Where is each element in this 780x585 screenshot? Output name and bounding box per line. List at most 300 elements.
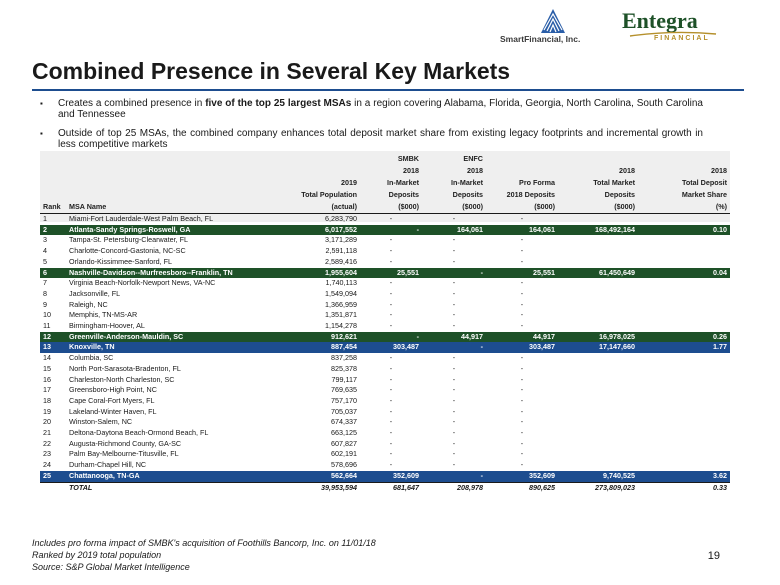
cell-msa: Memphis, TN-MS-AR <box>69 310 138 320</box>
cell-share <box>638 246 730 257</box>
cell-rank: 1 <box>43 214 47 223</box>
cell-pop: 887,454 <box>276 342 360 353</box>
table-row <box>40 396 730 407</box>
cell-smbk: - <box>389 235 393 245</box>
cell-smbk: - <box>389 460 393 470</box>
cell-tmd <box>558 439 638 450</box>
cell-pro: - <box>520 246 524 256</box>
cell-pop: 562,664 <box>276 471 360 482</box>
cell-tmd <box>558 310 638 321</box>
table-row <box>40 300 730 311</box>
cell-pro: 303,487 <box>486 342 558 353</box>
header-rank <box>40 187 66 199</box>
header-msa-name <box>66 163 276 175</box>
header-tmd <box>558 151 638 163</box>
cell-msa: Raleigh, NC <box>69 299 108 309</box>
cell-msa: Lakeland-Winter Haven, FL <box>69 406 157 416</box>
cell-tmd <box>558 246 638 257</box>
cell-rank: 8 <box>43 288 47 298</box>
table-row <box>40 353 730 364</box>
cell-pop: 578,696 <box>331 460 357 470</box>
cell-share <box>638 364 730 375</box>
cell-smbk: - <box>389 417 393 427</box>
cell-enfc: 164,061 <box>422 225 486 236</box>
cell-enfc: - <box>452 428 456 438</box>
cell-rank: 15 <box>43 363 51 373</box>
cell-msa: Deltona-Daytona Beach-Ormond Beach, FL <box>69 428 209 438</box>
cell-enfc: - <box>452 321 456 331</box>
cell-enfc: - <box>452 417 456 427</box>
cell-pro: - <box>520 310 524 320</box>
cell-share <box>638 278 730 289</box>
header-msa-name <box>66 187 276 199</box>
cell-smbk: - <box>360 332 422 343</box>
cell-pop: 825,378 <box>331 363 357 373</box>
cell-pop: 757,170 <box>331 395 357 405</box>
bullet-square-icon: ▪ <box>40 99 43 108</box>
cell-enfc: - <box>452 353 456 363</box>
table-row <box>40 417 730 428</box>
cell-share <box>638 449 730 460</box>
cell-pro: - <box>520 385 524 395</box>
cell-pro: - <box>520 214 524 223</box>
cell-msa: Tampa-St. Petersburg-Clearwater, FL <box>69 235 189 245</box>
cell-rank: 17 <box>43 385 51 395</box>
cell-pop: 602,191 <box>331 449 357 459</box>
cell-rank: 6 <box>40 268 66 279</box>
cell-pop: 1,366,959 <box>325 299 357 309</box>
bullet-text: Outside of top 25 MSAs, the combined company enhances total deposit market share from existing legacy footprints and incremental growth in less competitive markets <box>58 128 703 150</box>
footnote: Source: S&P Global Market Intelligence <box>32 562 190 572</box>
cell-msa: Greensboro-High Point, NC <box>69 385 157 395</box>
cell-tmd <box>558 289 638 300</box>
total-share: 0.33 <box>638 482 730 493</box>
cell-msa: Winston-Salem, NC <box>69 417 133 427</box>
header-share: (%) <box>638 199 730 214</box>
cell-enfc: - <box>452 395 456 405</box>
cell-share: 0.04 <box>638 268 730 279</box>
cell-tmd <box>558 396 638 407</box>
header-msa-name <box>66 175 276 187</box>
cell-smbk: - <box>389 288 393 298</box>
cell-rank: 21 <box>43 428 51 438</box>
header-msa-name: MSA Name <box>66 199 276 214</box>
cell-pro: 44,917 <box>486 332 558 343</box>
table-row <box>40 321 730 332</box>
table-header-row <box>40 163 730 175</box>
cell-pop: 607,827 <box>331 438 357 448</box>
cell-smbk: - <box>389 299 393 309</box>
cell-share <box>638 310 730 321</box>
header-smbk: ($000) <box>360 199 422 214</box>
header-smbk: 2018 <box>403 166 419 175</box>
cell-msa: Charleston-North Charleston, SC <box>69 374 175 384</box>
total-label: TOTAL <box>66 482 276 493</box>
cell-enfc: - <box>452 438 456 448</box>
cell-share <box>638 407 730 418</box>
header-smbk: SMBK <box>397 154 419 163</box>
cell-msa: Birmingham-Hoover, AL <box>69 321 145 331</box>
total-pop: 39,953,594 <box>276 482 360 493</box>
header-share: Total Deposit <box>682 178 727 187</box>
header-pop: Total Population <box>301 190 357 199</box>
cell-tmd: 16,978,025 <box>558 332 638 343</box>
header-pop: (actual) <box>276 199 360 214</box>
bullet-emphasis: five of the top 25 largest MSAs <box>205 98 352 109</box>
cell-tmd <box>558 321 638 332</box>
header-pop: 2019 <box>341 178 357 187</box>
cell-share: 0.10 <box>638 225 730 236</box>
header-pro: 2018 Deposits <box>506 190 555 199</box>
header-enfc: Deposits <box>452 190 483 199</box>
table-body <box>40 214 730 494</box>
bullet-text: in a region covering Alabama, Florida, Georgia, North Carolina, South Carolina and Tennessee <box>58 98 703 120</box>
cell-pro: - <box>520 417 524 427</box>
cell-tmd <box>558 428 638 439</box>
cell-enfc: - <box>452 406 456 416</box>
cell-pro: - <box>520 256 524 266</box>
cell-pop: 1,351,871 <box>325 310 357 320</box>
header-rank <box>40 175 66 187</box>
smartfinancial-logo <box>500 6 610 46</box>
header-rank <box>40 151 66 163</box>
table-row <box>40 278 730 289</box>
cell-tmd: 17,147,660 <box>558 342 638 353</box>
cell-smbk: - <box>389 278 393 288</box>
cell-smbk: - <box>389 438 393 448</box>
title-rule <box>32 89 744 91</box>
cell-share: 0.26 <box>638 332 730 343</box>
cell-share <box>638 396 730 407</box>
cell-pop: 1,154,278 <box>325 321 357 331</box>
cell-share <box>638 214 730 225</box>
cell-rank: 5 <box>43 256 47 266</box>
cell-rank: 14 <box>43 353 51 363</box>
table-row <box>40 471 730 482</box>
cell-msa: Palm Bay-Melbourne-Titusville, FL <box>69 449 179 459</box>
cell-pop: 2,589,416 <box>325 256 357 266</box>
cell-pro: - <box>520 235 524 245</box>
cell-smbk: - <box>389 406 393 416</box>
cell-share <box>638 375 730 386</box>
cell-tmd <box>558 257 638 268</box>
header-msa-name <box>66 151 276 163</box>
header-tmd: Deposits <box>604 190 635 199</box>
cell-rank: 20 <box>43 417 51 427</box>
cell-pro: - <box>520 406 524 416</box>
cell-share <box>638 417 730 428</box>
cell-share <box>638 300 730 311</box>
cell-msa: Atlanta-Sandy Springs-Roswell, GA <box>66 225 276 236</box>
cell-tmd <box>558 417 638 428</box>
cell-tmd: 61,450,649 <box>558 268 638 279</box>
cell-rank: 24 <box>43 460 51 470</box>
cell-enfc: - <box>422 471 486 482</box>
cell-tmd <box>558 364 638 375</box>
cell-rank: 3 <box>43 235 47 245</box>
cell-pop: 674,337 <box>331 417 357 427</box>
page-number: 19 <box>707 550 720 562</box>
table-row <box>40 385 730 396</box>
cell-pop: 663,125 <box>331 428 357 438</box>
smartfinancial-triangle-icon <box>540 8 566 34</box>
cell-smbk: - <box>389 246 393 256</box>
cell-enfc: - <box>452 299 456 309</box>
cell-smbk: - <box>389 395 393 405</box>
header-pro: Pro Forma <box>519 178 555 187</box>
cell-rank: 10 <box>43 310 51 320</box>
cell-msa: Virginia Beach-Norfolk-Newport News, VA-NC <box>69 278 216 288</box>
cell-smbk: - <box>389 449 393 459</box>
header-pop <box>276 163 360 175</box>
cell-tmd <box>558 375 638 386</box>
cell-enfc: - <box>452 374 456 384</box>
cell-pop: 6,017,552 <box>276 225 360 236</box>
table-header-row <box>40 175 730 187</box>
cell-rank: 2 <box>40 225 66 236</box>
header-enfc: ($000) <box>422 199 486 214</box>
header-rank <box>40 163 66 175</box>
cell-tmd <box>558 353 638 364</box>
cell-share: 3.62 <box>638 471 730 482</box>
cell-rank: 25 <box>40 471 66 482</box>
cell-smbk: - <box>389 256 393 266</box>
table-row <box>40 364 730 375</box>
cell-pop: 769,635 <box>331 385 357 395</box>
cell-pro: - <box>520 353 524 363</box>
footnotes <box>32 537 376 573</box>
cell-enfc: - <box>452 449 456 459</box>
table-row <box>40 375 730 386</box>
cell-pop: 799,117 <box>331 374 357 384</box>
cell-enfc: - <box>452 363 456 373</box>
bullet-square-icon: ▪ <box>40 129 43 138</box>
cell-pro: - <box>520 460 524 470</box>
cell-enfc: - <box>452 460 456 470</box>
cell-smbk: - <box>389 385 393 395</box>
cell-smbk: - <box>389 321 393 331</box>
cell-rank: 9 <box>43 299 47 309</box>
bullet-list <box>40 98 703 158</box>
cell-rank: 12 <box>40 332 66 343</box>
total-smbk: 681,647 <box>360 482 422 493</box>
header-tmd: 2018 <box>619 166 635 175</box>
table-row <box>40 257 730 268</box>
cell-share <box>638 235 730 246</box>
header-tmd: ($000) <box>558 199 638 214</box>
cell-rank: 11 <box>43 321 51 331</box>
cell-enfc: - <box>452 288 456 298</box>
cell-msa: Chattanooga, TN-GA <box>66 471 276 482</box>
cell-share <box>638 460 730 471</box>
total-enfc: 208,978 <box>422 482 486 493</box>
table-row <box>40 246 730 257</box>
cell-rank: 23 <box>43 449 51 459</box>
cell-share <box>638 439 730 450</box>
cell-enfc: - <box>452 256 456 266</box>
cell-smbk: 303,487 <box>360 342 422 353</box>
cell-msa: Knoxville, TN <box>66 342 276 353</box>
cell-smbk: - <box>389 363 393 373</box>
cell-pop: 705,037 <box>331 406 357 416</box>
header-pro: ($000) <box>486 199 558 214</box>
cell-pop: 1,955,604 <box>276 268 360 279</box>
msa-table <box>40 151 730 493</box>
cell-share <box>638 353 730 364</box>
cell-tmd <box>558 407 638 418</box>
cell-pop: 6,283,790 <box>325 214 357 223</box>
table-head <box>40 151 730 214</box>
table-row <box>40 289 730 300</box>
cell-msa: Durham-Chapel Hill, NC <box>69 460 147 470</box>
cell-pro: 352,609 <box>486 471 558 482</box>
cell-msa: Columbia, SC <box>69 353 114 363</box>
header-share: 2018 <box>711 166 727 175</box>
cell-smbk: - <box>389 374 393 384</box>
cell-tmd: 168,492,164 <box>558 225 638 236</box>
cell-msa: Augusta-Richmond County, GA-SC <box>69 438 182 448</box>
entegra-logo-sub: FINANCIAL <box>654 35 710 42</box>
cell-smbk: - <box>389 428 393 438</box>
table-row <box>40 428 730 439</box>
cell-msa: Nashville-Davidson--Murfreesboro--Franklin, TN <box>66 268 276 279</box>
header-smbk: In-Market <box>387 178 419 187</box>
table-header-row <box>40 187 730 199</box>
total-pro: 890,625 <box>486 482 558 493</box>
cell-pro: 164,061 <box>486 225 558 236</box>
cell-share <box>638 385 730 396</box>
cell-smbk: 352,609 <box>360 471 422 482</box>
header-rank: Rank <box>40 199 66 214</box>
cell-rank: 7 <box>43 278 47 288</box>
table-row <box>40 407 730 418</box>
cell-share <box>638 321 730 332</box>
cell-rank: 19 <box>43 406 51 416</box>
cell-tmd <box>558 385 638 396</box>
cell-tmd <box>558 300 638 311</box>
table-row <box>40 225 730 236</box>
total-tmd: 273,809,023 <box>558 482 638 493</box>
cell-pop: 3,171,289 <box>325 235 357 245</box>
entegra-logo-name: Entegra <box>622 8 698 33</box>
cell-msa: North Port-Sarasota-Bradenton, FL <box>69 363 181 373</box>
cell-tmd <box>558 278 638 289</box>
table-row <box>40 342 730 353</box>
cell-enfc: - <box>452 214 456 223</box>
cell-smbk: - <box>389 310 393 320</box>
cell-enfc: - <box>452 246 456 256</box>
cell-msa: Jacksonville, FL <box>69 288 121 298</box>
cell-pop: 837,258 <box>331 353 357 363</box>
header-smbk: Deposits <box>388 190 419 199</box>
cell-enfc: - <box>452 310 456 320</box>
cell-tmd <box>558 235 638 246</box>
cell-pro: - <box>520 288 524 298</box>
cell-pro: - <box>520 321 524 331</box>
table-row <box>40 214 730 225</box>
cell-pro: - <box>520 374 524 384</box>
cell-msa: Orlando-Kissimmee-Sanford, FL <box>69 256 173 266</box>
cell-share: 1.77 <box>638 342 730 353</box>
cell-tmd <box>558 449 638 460</box>
table-row <box>40 235 730 246</box>
header-share <box>638 151 730 163</box>
header-pro <box>486 151 558 163</box>
cell-pro: 25,551 <box>486 268 558 279</box>
cell-rank: 16 <box>43 374 51 384</box>
cell-enfc: - <box>452 385 456 395</box>
cell-smbk: 25,551 <box>360 268 422 279</box>
header-pro <box>486 163 558 175</box>
cell-rank: 13 <box>40 342 66 353</box>
footnote: Ranked by 2019 total population <box>32 550 162 560</box>
header-pop <box>276 151 360 163</box>
cell-pro: - <box>520 428 524 438</box>
cell-pro: - <box>520 363 524 373</box>
cell-pro: - <box>520 449 524 459</box>
cell-msa: Miami-Fort Lauderdale-West Palm Beach, FL <box>69 214 214 223</box>
cell-enfc: - <box>452 278 456 288</box>
table-row <box>40 449 730 460</box>
cell-pop: 2,591,118 <box>325 246 357 256</box>
cell-msa: Greenville-Anderson-Mauldin, SC <box>66 332 276 343</box>
bullet-item <box>40 98 703 120</box>
cell-rank: 18 <box>43 395 51 405</box>
cell-pro: - <box>520 299 524 309</box>
table-row <box>40 439 730 450</box>
cell-enfc: 44,917 <box>422 332 486 343</box>
smartfinancial-logo-text: SmartFinancial, Inc. <box>500 34 581 44</box>
cell-enfc: - <box>422 268 486 279</box>
header-enfc: In-Market <box>451 178 483 187</box>
cell-pro: - <box>520 395 524 405</box>
total-spacer <box>40 482 66 493</box>
cell-enfc: - <box>452 235 456 245</box>
table-total-row <box>40 482 730 493</box>
cell-rank: 4 <box>43 246 47 256</box>
cell-tmd: 9,740,525 <box>558 471 638 482</box>
cell-tmd <box>558 214 638 225</box>
table-row <box>40 310 730 321</box>
cell-pop: 1,740,113 <box>325 278 357 288</box>
table-header-row <box>40 199 730 214</box>
cell-share <box>638 428 730 439</box>
header-share: Market Share <box>681 190 727 199</box>
table-row <box>40 332 730 343</box>
page-title: Combined Presence in Several Key Markets <box>32 58 511 84</box>
header-enfc: 2018 <box>467 166 483 175</box>
cell-rank: 22 <box>43 438 51 448</box>
cell-pro: - <box>520 438 524 448</box>
table-row <box>40 268 730 279</box>
cell-msa: Charlotte-Concord-Gastonia, NC-SC <box>69 246 186 256</box>
header-tmd: Total Market <box>593 178 635 187</box>
header-enfc: ENFC <box>463 154 483 163</box>
msa-table-container <box>40 151 730 526</box>
cell-enfc: - <box>422 342 486 353</box>
cell-pro: - <box>520 278 524 288</box>
header-logos <box>500 6 740 46</box>
cell-share <box>638 257 730 268</box>
bullet-item <box>40 128 703 150</box>
entegra-logo <box>618 8 738 46</box>
cell-pop: 1,549,094 <box>325 288 357 298</box>
cell-tmd <box>558 460 638 471</box>
cell-share <box>638 289 730 300</box>
cell-msa: Cape Coral-Fort Myers, FL <box>69 395 155 405</box>
cell-pop: 912,621 <box>276 332 360 343</box>
table-header-row <box>40 151 730 163</box>
